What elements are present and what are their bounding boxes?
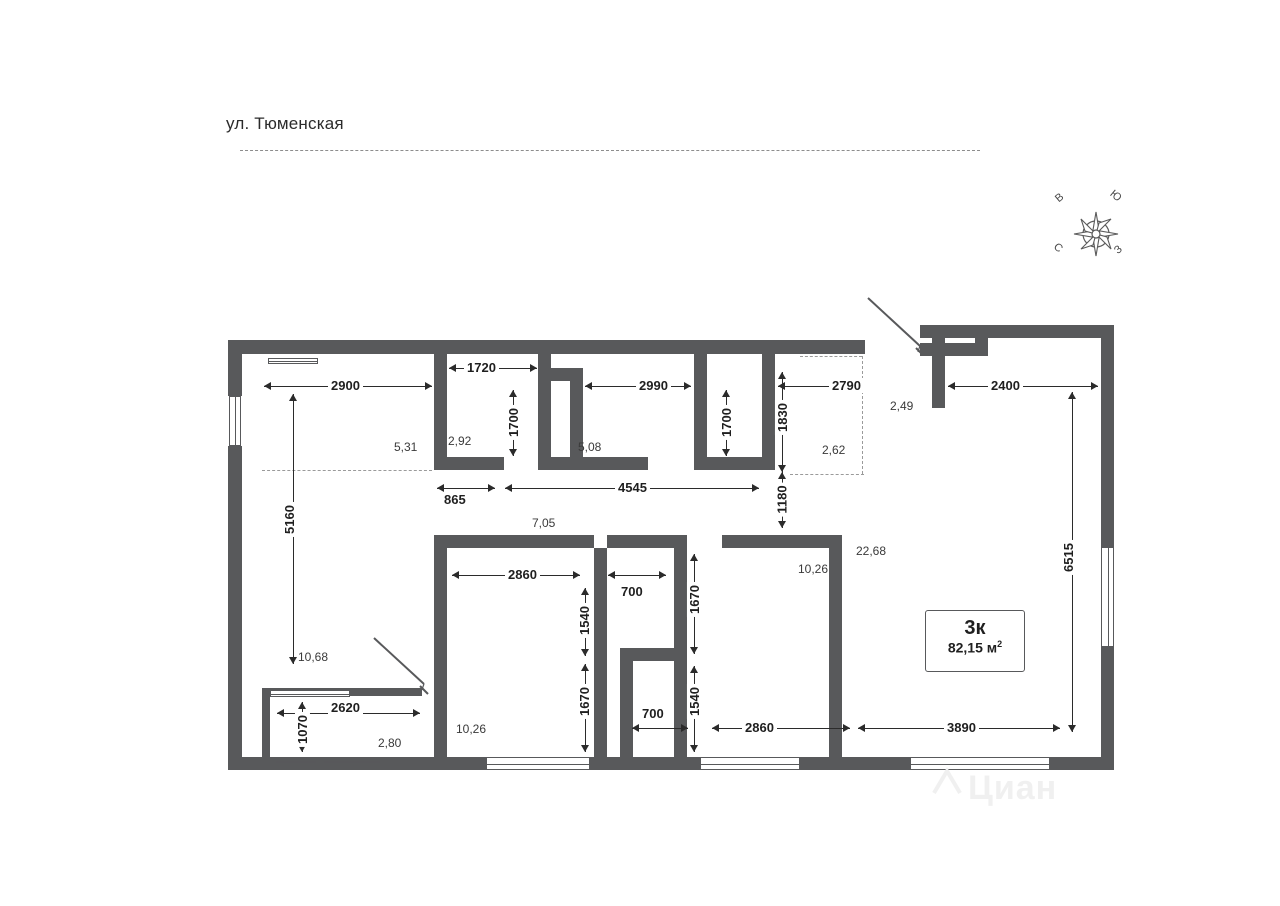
arealabel-2-80: 2,80 bbox=[378, 736, 402, 750]
arealabel-10-68: 10,68 bbox=[298, 650, 329, 664]
window-right bbox=[1101, 547, 1114, 647]
dimlabel-2620: 2620 bbox=[328, 700, 363, 715]
wall-interior-room1-v bbox=[434, 535, 447, 770]
dimarrow-1180-down bbox=[778, 521, 786, 528]
dimlabel-2400: 2400 bbox=[988, 378, 1023, 393]
dimlabel-2900: 2900 bbox=[328, 378, 363, 393]
dimlabel-700a: 700 bbox=[618, 584, 646, 599]
dimarrow-1700b-up bbox=[722, 390, 730, 397]
wall-interior-mid-v1 bbox=[594, 548, 607, 758]
dimlabel-1670a: 1670 bbox=[687, 582, 702, 617]
watermark-logo-icon bbox=[930, 765, 964, 808]
window-left-upper bbox=[229, 396, 241, 446]
dimarrow-6515-up bbox=[1068, 392, 1076, 399]
dimarrow-2860a-right bbox=[573, 571, 580, 579]
wall-exterior-right-upper bbox=[1101, 325, 1114, 547]
door-balcony-bottom-left bbox=[262, 752, 382, 772]
guide-dash-entry-bottom bbox=[790, 474, 864, 475]
dimline-2860b bbox=[712, 728, 850, 729]
wall-interior-bath-v1 bbox=[694, 354, 707, 470]
wall-interior-bath-v2 bbox=[762, 354, 775, 470]
guide-dash-left bbox=[262, 470, 432, 471]
dimarrow-1700a-up bbox=[509, 390, 517, 397]
wall-exterior-top-left bbox=[228, 340, 865, 354]
dimarrow-1670b-down bbox=[581, 745, 589, 752]
dimarrow-1830-down bbox=[778, 465, 786, 472]
arealabel-5-08: 5,08 bbox=[578, 440, 602, 454]
door-entry-right bbox=[866, 296, 928, 358]
watermark-text: Циан bbox=[968, 769, 1058, 807]
dimlabel-1070: 1070 bbox=[295, 712, 310, 747]
compass-label-east: З bbox=[1111, 243, 1125, 257]
dimarrow-5160-down bbox=[289, 657, 297, 664]
dimarrow-2620-right bbox=[413, 709, 420, 717]
apartment-summary-badge bbox=[925, 610, 1025, 672]
wall-interior-mid-v2 bbox=[674, 548, 687, 648]
dimarrow-1670b-up bbox=[581, 664, 589, 671]
dimarrow-1540b-up bbox=[690, 666, 698, 673]
arealabel-5-31: 5,31 bbox=[394, 440, 418, 454]
dimarrow-1720-right bbox=[530, 364, 537, 372]
door-balcony-left bbox=[372, 636, 434, 698]
dimarrow-1670a-up bbox=[690, 554, 698, 561]
dimarrow-1540a-down bbox=[581, 649, 589, 656]
dimline-700a bbox=[608, 575, 666, 576]
guide-dash-entry-vert bbox=[862, 356, 863, 474]
dimarrow-1700a-down bbox=[509, 449, 517, 456]
dimarrow-2620-left bbox=[277, 709, 284, 717]
dimarrow-1540a-up bbox=[581, 588, 589, 595]
arealabel-10-26-bottom: 10,26 bbox=[456, 722, 487, 736]
dimarrow-1670a-down bbox=[690, 647, 698, 654]
dimarrow-3890-right bbox=[1053, 724, 1060, 732]
street-dashed-line bbox=[240, 150, 980, 151]
wall-interior-entry-v bbox=[932, 338, 945, 408]
dimarrow-5160-up bbox=[289, 394, 297, 401]
dimarrow-2990-right bbox=[684, 382, 691, 390]
window-bottom-1 bbox=[486, 757, 590, 770]
dimarrow-2860b-left bbox=[712, 724, 719, 732]
dimarrow-4545-left bbox=[505, 484, 512, 492]
wall-interior-room2-v bbox=[829, 548, 842, 758]
arealabel-22-68: 22,68 bbox=[856, 544, 887, 558]
dimlabel-1720: 1720 bbox=[464, 360, 499, 375]
arealabel-2-92: 2,92 bbox=[448, 434, 472, 448]
dimlabel-865: 865 bbox=[441, 492, 469, 507]
window-balcony-left bbox=[270, 690, 350, 697]
guide-dash-entry-top bbox=[800, 356, 862, 357]
arealabel-2-62: 2,62 bbox=[822, 443, 846, 457]
dimlabel-5160: 5160 bbox=[282, 502, 297, 537]
wall-interior-room2-h bbox=[722, 535, 842, 548]
wall-niche-inner-vert bbox=[975, 338, 988, 356]
dimarrow-2990-left bbox=[585, 382, 592, 390]
watermark bbox=[930, 765, 1057, 808]
dimlabel-3890: 3890 bbox=[944, 720, 979, 735]
arealabel-2-49: 2,49 bbox=[890, 399, 914, 413]
dimlabel-1700a: 1700 bbox=[506, 405, 521, 440]
dimarrow-865-left bbox=[437, 484, 444, 492]
wall-interior-room1-h bbox=[434, 535, 514, 548]
dimlabel-2990: 2990 bbox=[636, 378, 671, 393]
total-area-unit-exponent: 2 bbox=[997, 639, 1003, 649]
dimline-865 bbox=[437, 488, 495, 489]
wall-interior-room1-h2 bbox=[514, 535, 594, 548]
dimarrow-3890-left bbox=[858, 724, 865, 732]
compass-label-south: С bbox=[1051, 240, 1065, 256]
wall-exterior-left-mid bbox=[228, 446, 242, 684]
dimlabel-1540b: 1540 bbox=[687, 684, 702, 719]
dimarrow-2860b-right bbox=[843, 724, 850, 732]
dimlabel-1670b: 1670 bbox=[577, 684, 592, 719]
dimarrow-1700b-down bbox=[722, 449, 730, 456]
dimarrow-2860a-left bbox=[452, 571, 459, 579]
wall-interior-mid-v4 bbox=[674, 661, 687, 758]
wall-interior-mid-v3 bbox=[620, 648, 633, 758]
dimarrow-1540b-down bbox=[690, 745, 698, 752]
compass-label-west: В bbox=[1053, 191, 1067, 205]
wall-interior-hall-h1 bbox=[434, 457, 504, 470]
compass-label-north: Ю bbox=[1107, 187, 1124, 205]
dimlabel-6515: 6515 bbox=[1061, 540, 1076, 575]
wall-niche-right-top bbox=[988, 325, 1114, 338]
dimarrow-700b-right bbox=[681, 724, 688, 732]
wall-exterior-bottom-3 bbox=[800, 757, 910, 770]
dimlabel-1830: 1830 bbox=[775, 400, 790, 435]
dimlabel-1180: 1180 bbox=[775, 482, 790, 516]
compass-rose bbox=[1050, 187, 1142, 284]
dimarrow-2400-left bbox=[948, 382, 955, 390]
arealabel-10-26-top: 10,26 bbox=[798, 562, 829, 576]
dimlabel-2860a: 2860 bbox=[505, 567, 540, 582]
dimarrow-2900-right bbox=[425, 382, 432, 390]
dimlabel-2790: 2790 bbox=[829, 378, 864, 393]
wall-exterior-top-right bbox=[920, 325, 988, 338]
street-name-label: ул. Тюменская bbox=[226, 114, 344, 133]
dimlabel-1540a: 1540 bbox=[577, 603, 592, 638]
total-area bbox=[926, 639, 1024, 656]
dimline-700b bbox=[632, 728, 688, 729]
dimlabel-1700b: 1700 bbox=[719, 405, 734, 440]
wall-exterior-left-upper bbox=[228, 340, 242, 396]
dimarrow-700a-left bbox=[608, 571, 615, 579]
compass-star-icon bbox=[1072, 210, 1120, 258]
arealabel-7-05: 7,05 bbox=[532, 516, 556, 530]
wall-balcony-left-vert bbox=[262, 688, 270, 758]
rooms-count: 3к bbox=[964, 617, 986, 639]
dimarrow-4545-right bbox=[752, 484, 759, 492]
dimlabel-4545: 4545 bbox=[615, 480, 650, 495]
dimlabel-700b: 700 bbox=[639, 706, 667, 721]
wall-interior-hall-v1 bbox=[434, 354, 447, 470]
window-bottom-2 bbox=[700, 757, 800, 770]
wall-interior-closet-h1 bbox=[538, 368, 583, 381]
wall-exterior-bottom-2 bbox=[590, 757, 700, 770]
dimarrow-1070-up bbox=[298, 702, 306, 709]
dimarrow-1830-up bbox=[778, 372, 786, 379]
dimarrow-865-right bbox=[488, 484, 495, 492]
wall-niche-inner-horz bbox=[920, 343, 976, 356]
dimarrow-1720-left bbox=[449, 364, 456, 372]
wall-exterior-right-lower bbox=[1101, 647, 1114, 770]
dimarrow-2900-left bbox=[264, 382, 271, 390]
total-area-value: 82,15 м bbox=[947, 639, 998, 656]
wall-interior-closet-h2 bbox=[538, 457, 648, 470]
dimlabel-2860b: 2860 bbox=[742, 720, 777, 735]
wall-interior-mid-h1 bbox=[607, 535, 687, 548]
dimarrow-700b-left bbox=[632, 724, 639, 732]
dimarrow-2400-right bbox=[1091, 382, 1098, 390]
dimline-2400 bbox=[948, 386, 1098, 387]
dimarrow-700a-right bbox=[659, 571, 666, 579]
dimarrow-1180-up bbox=[778, 472, 786, 479]
window-top-left bbox=[268, 358, 318, 364]
dimarrow-6515-down bbox=[1068, 725, 1076, 732]
